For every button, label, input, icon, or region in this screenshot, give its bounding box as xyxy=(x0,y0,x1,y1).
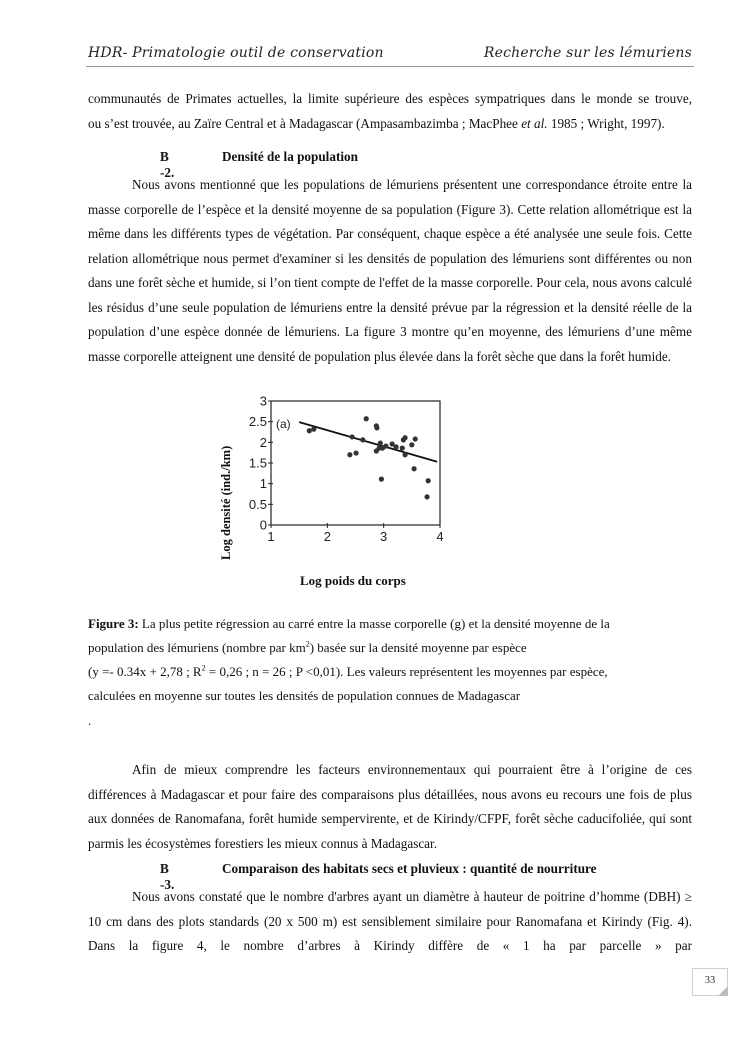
data-point xyxy=(402,435,407,440)
caption-text-2: population des lémuriens (nombre par km xyxy=(88,640,306,655)
y-axis-ticks xyxy=(249,394,273,533)
x-tick-label: 2 xyxy=(323,529,331,544)
b3-paragraph xyxy=(88,885,692,959)
section-number: B -2. xyxy=(160,149,175,180)
running-header xyxy=(86,44,694,67)
y-tick-label: 0 xyxy=(259,517,267,533)
et-al-italic: et al. xyxy=(521,115,548,131)
regression-line xyxy=(299,422,437,462)
section-title: Densité de la population xyxy=(222,149,358,164)
data-point xyxy=(307,428,312,433)
y-tick-label: 2 xyxy=(259,434,267,450)
after-figure-paragraph xyxy=(88,758,692,856)
data-point xyxy=(364,416,369,421)
x-tick-label: 4 xyxy=(436,529,444,544)
page-curl-icon xyxy=(718,986,728,996)
data-point xyxy=(347,452,352,457)
caption-line-2 xyxy=(88,636,692,660)
caption-text-2b: ) basée sur la densité moyenne par espèce xyxy=(309,640,527,655)
caption-text-1: La plus petite régression au carré entre la masse corporelle (g) et la densité moyenne de la xyxy=(138,616,610,631)
scatter-chart xyxy=(220,385,460,565)
section-number: B -3. xyxy=(160,861,175,892)
caption-text-3b: = 0,26 ; n = 26 ; P <0,01). Les valeurs représentent les moyennes par espèce, xyxy=(205,664,608,679)
data-point xyxy=(311,427,316,432)
intro-line-2-end: 1985 ; Wright, 1997). xyxy=(547,115,665,131)
data-point xyxy=(413,436,418,441)
intro-line-2-text: ou s’est trouvée, au Zaïre Central et à Madagascar (Ampasambazimba ; MacPhee xyxy=(88,115,522,131)
x-tick-label: 1 xyxy=(267,529,275,544)
data-point xyxy=(383,443,388,448)
after-figure-paragraph-text: Afin de mieux comprendre les facteurs environnementaux qui pourraient être à l’origine de ces différences à Madagascar et pour faire des comparaisons plus détaillées, nous avons eu recours une fois de plus aux données de Ranomafana, forêt humide sempervirente, et de Kirindy/CFPF, forêt sèche caducifoliée, qui sont parmis les écosystèmes forestiers les mieux connus à Madagascar. xyxy=(88,762,692,851)
plot-frame xyxy=(271,401,440,525)
x-axis-label: Log poids du corps xyxy=(300,573,406,588)
y-tick-label: 1 xyxy=(259,476,267,492)
data-point xyxy=(411,466,416,471)
page-number: 33 xyxy=(704,975,716,986)
data-point xyxy=(374,425,379,430)
caption-line-4: calculées en moyenne sur toutes les densités de population connues de Madagascar xyxy=(88,688,521,703)
data-point xyxy=(378,441,383,446)
y-tick-label: 1.5 xyxy=(248,455,267,471)
figure-caption xyxy=(88,612,692,708)
data-point xyxy=(360,437,365,442)
y-tick-label: 3 xyxy=(259,393,267,409)
chart-axes xyxy=(271,401,440,525)
data-point xyxy=(350,434,355,439)
y-tick-label: 0.5 xyxy=(248,496,267,512)
data-point xyxy=(426,478,431,483)
panel-label: (a) xyxy=(276,417,291,431)
x-axis-ticks xyxy=(267,523,443,544)
intro-paragraph xyxy=(88,87,692,136)
page-number-badge xyxy=(692,968,728,996)
intro-line-1: communautés de Primates actuelles, la limite supérieure des espèces sympatriques dans le monde se trouve, xyxy=(88,91,692,106)
data-point xyxy=(379,477,384,482)
b2-paragraph-text: Nous avons mentionné que les populations de lémuriens présentent une correspondance étroite entre la masse corporelle de l’espèce et la densité moyenne de sa population (Figure 3). Cette relation allométrique est la même dans les différents types de végétation. Par conséquent, chaque espèce a été analysée une seule fois. Cette relation allométrique nous permet d'examiner si les densités de population des lémuriens sont différentes ou non dans une forêt sèche et humide, si l’on tient compte de l'effet de la masse corporelle. Pour cela, nous avons calculé les résidus d’une seule population de lémuriens entre la densité prévue par la régression et la densité réelle de la population d’une espèce donnée de lémuriens. La figure 3 montre qu’en moyenne, des lémuriens d’une même masse corporelle atteignent une densité de population plus élevée dans la forêt sèche que dans la forêt humide. xyxy=(88,177,692,364)
data-point xyxy=(393,444,398,449)
caption-line-1 xyxy=(88,612,692,636)
caption-label: Figure 3: xyxy=(88,616,139,631)
x-tick-label: 3 xyxy=(380,529,388,544)
b3-paragraph-text: Nous avons constaté que le nombre d'arbres ayant un diamètre à hauteur de poitrine d’homme (DBH) ≥ 10 cm dans des plots standards (20 x 500 m) est sensiblement similaire pour Ranomafana et Kirindy (Fig. 4). Dans la figure 4, le nombre d’arbres à Kirindy diffère de « 1 ha par parcelle » par xyxy=(88,889,692,953)
header-right-title: Recherche sur les lémuriens xyxy=(483,45,692,61)
b2-paragraph xyxy=(88,173,692,369)
caption-text-3: (y =- 0.34x + 2,78 ; R xyxy=(88,664,202,679)
superscript: 2 xyxy=(201,663,206,673)
data-point xyxy=(353,450,358,455)
header-left-title: HDR- Primatologie outil de conservation xyxy=(88,45,384,61)
y-tick-label: 2.5 xyxy=(248,414,267,430)
data-point xyxy=(424,494,429,499)
superscript: 2 xyxy=(305,639,310,649)
intro-line-2 xyxy=(88,112,692,137)
data-point xyxy=(409,442,414,447)
y-axis-label: Log densité (ind./km) xyxy=(219,445,233,560)
trailing-dot: . xyxy=(88,713,92,728)
data-point xyxy=(402,452,407,457)
caption-line-3 xyxy=(88,660,692,684)
data-point xyxy=(400,446,405,451)
section-title: Comparaison des habitats secs et pluvieux : quantité de nourriture xyxy=(222,861,597,876)
